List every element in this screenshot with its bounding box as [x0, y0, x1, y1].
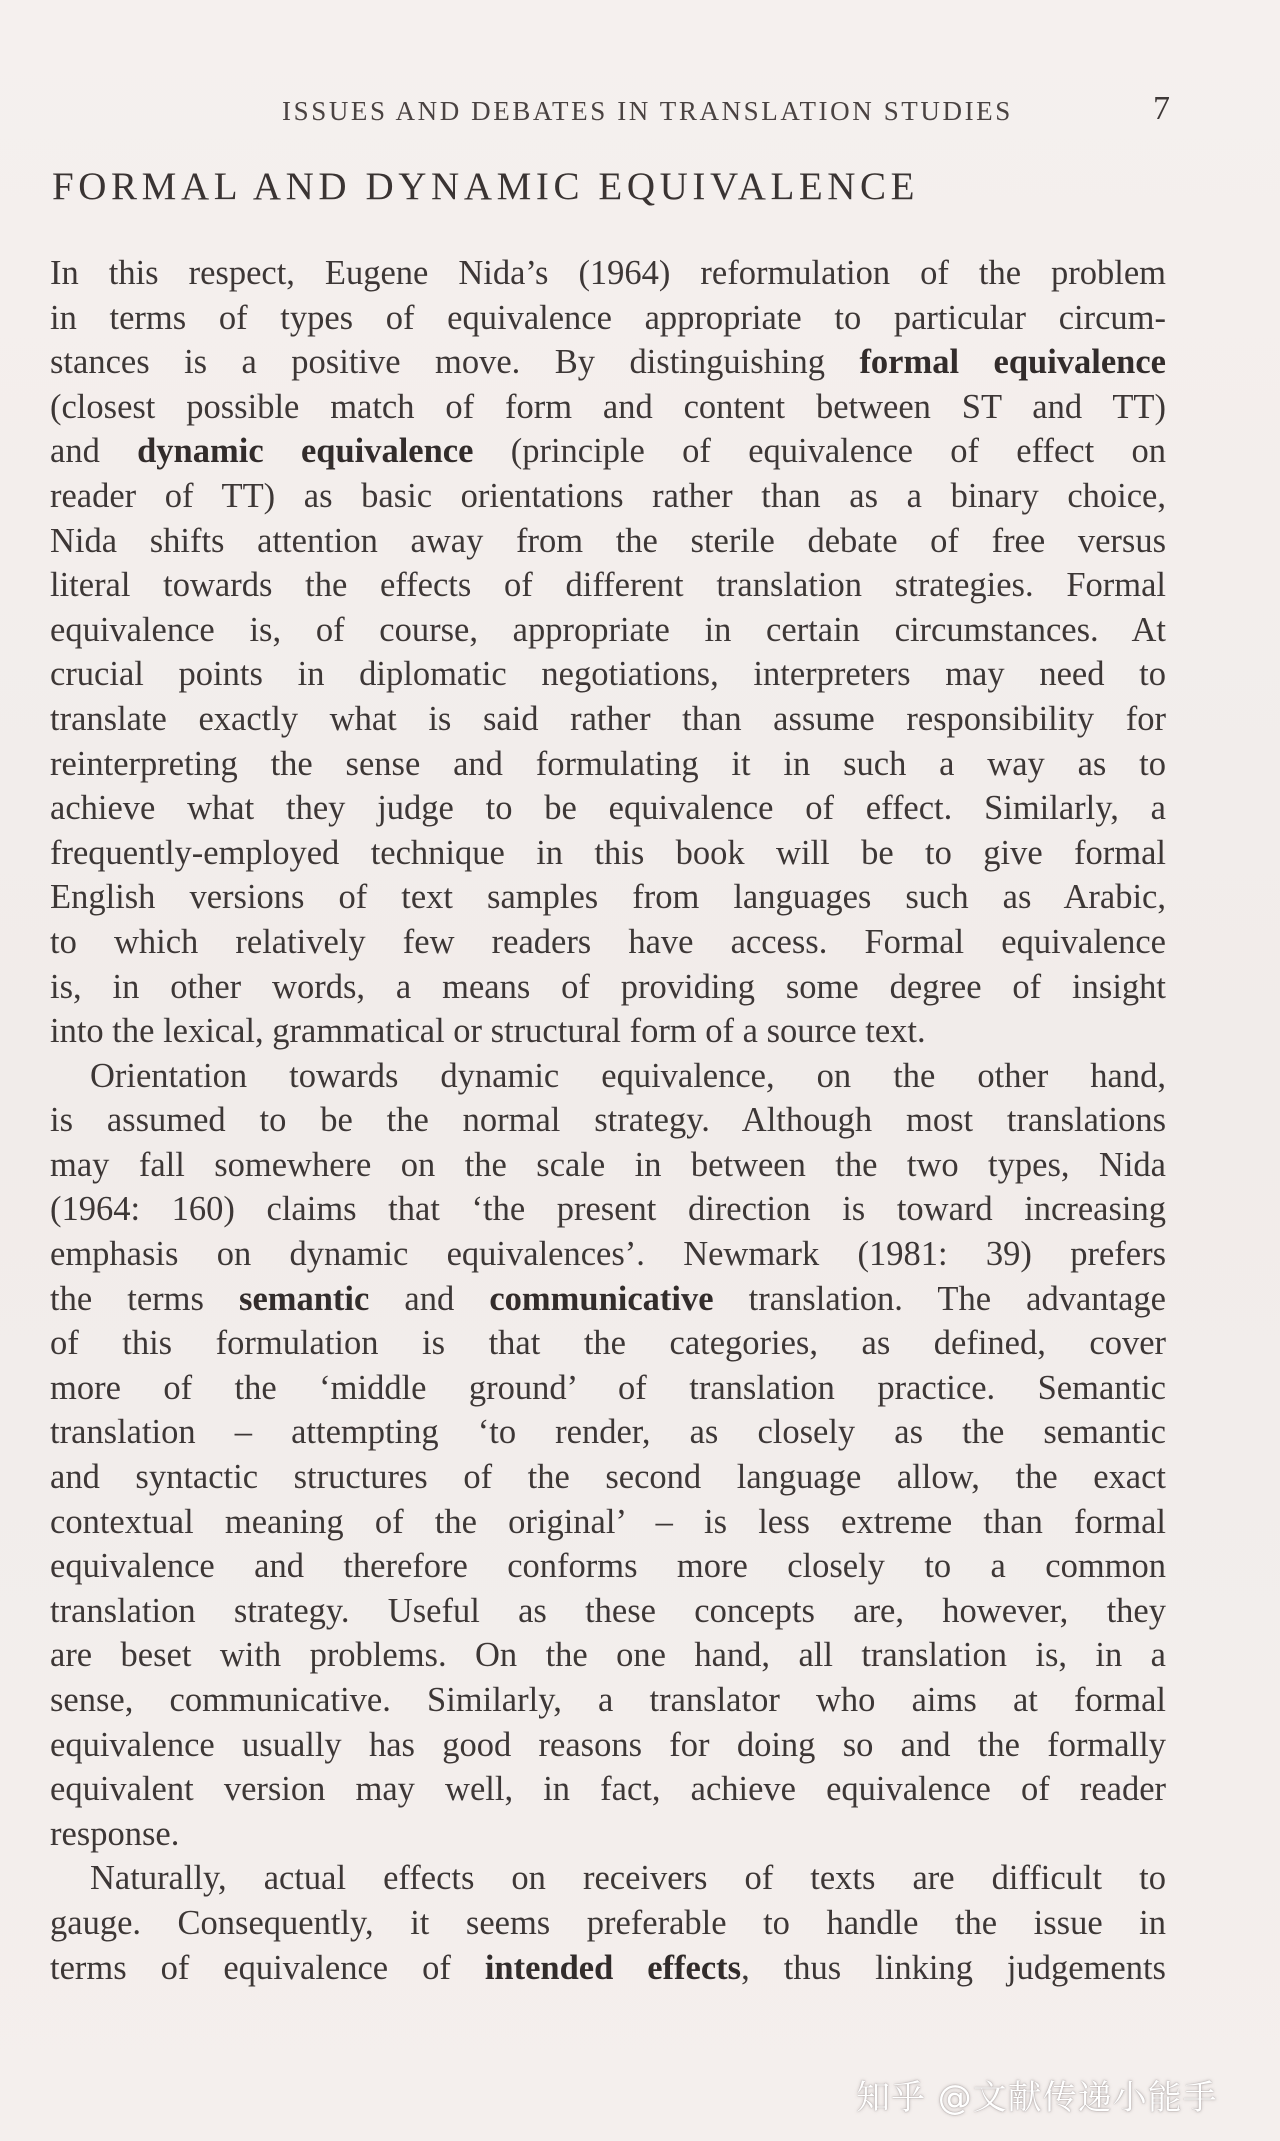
term-communicative: communicative	[489, 1279, 714, 1318]
text-line	[50, 1500, 1166, 1545]
text-line	[50, 1812, 1166, 1857]
text-run: is assumed to be the normal strategy. Although most translations	[50, 1101, 1166, 1140]
text-line	[50, 1901, 1166, 1946]
text-line	[50, 1366, 1166, 1411]
text-run: equivalence is, of course, appropriate in certain circumstances. At	[50, 610, 1166, 649]
text-run: into the lexical, grammatical or structural form of a source text.	[50, 1012, 926, 1051]
text-run: equivalence usually has good reasons for doing so and the formally	[50, 1725, 1166, 1764]
text-run: translate exactly what is said rather than assume responsibility for	[50, 699, 1166, 738]
term-semantic: semantic	[239, 1279, 370, 1318]
text-run: may fall somewhere on the scale in between the two types, Nida	[50, 1145, 1166, 1184]
term-dynamic-equivalence: dynamic equivalence	[137, 432, 474, 471]
text-run: emphasis on dynamic equivalences’. Newmark (1981: 39) prefers	[50, 1235, 1166, 1274]
text-line	[50, 1187, 1166, 1232]
text-run: to which relatively few readers have access. Formal equivalence	[50, 922, 1166, 961]
term-formal-equivalence: formal equivalence	[859, 343, 1166, 382]
text-run: and	[369, 1279, 490, 1318]
text-line	[50, 1410, 1166, 1455]
text-run: achieve what they judge to be equivalence of effect. Similarly, a	[50, 789, 1166, 828]
text-run: In this respect, Eugene Nida’s (1964) reformulation of the problem	[50, 254, 1166, 292]
text-line	[50, 296, 1166, 341]
text-line	[50, 563, 1166, 608]
text-run: of this formulation is that the categories, as defined, cover	[50, 1324, 1166, 1363]
text-run: Nida shifts attention away from the sterile debate of free versus	[50, 521, 1166, 560]
text-line	[50, 1143, 1166, 1188]
text-line	[50, 474, 1166, 519]
text-run: reader of TT) as basic orientations rather than as a binary choice,	[50, 476, 1166, 515]
text-run: contextual meaning of the original’ – is less extreme than formal	[50, 1502, 1166, 1541]
text-run: in terms of types of equivalence appropriate to particular circum-	[50, 298, 1166, 337]
text-line	[50, 1678, 1166, 1723]
text-run: translation – attempting ‘to render, as closely as the semantic	[50, 1413, 1166, 1452]
text-line	[50, 608, 1166, 653]
text-line	[50, 340, 1166, 385]
text-line	[50, 385, 1166, 430]
text-run: crucial points in diplomatic negotiations, interpreters may need to	[50, 655, 1166, 694]
section-title: FORMAL AND DYNAMIC EQUIVALENCE	[52, 165, 920, 208]
text-line	[50, 786, 1166, 831]
text-line	[50, 1723, 1166, 1768]
text-line	[50, 1767, 1166, 1812]
text-run: (1964: 160) claims that ‘the present direction is toward increasing	[50, 1190, 1166, 1229]
text-run: terms of equivalence of	[50, 1948, 485, 1987]
text-run: (principle of equivalence of effect on	[473, 432, 1166, 471]
text-run: English versions of text samples from languages such as Arabic,	[50, 878, 1166, 917]
text-line	[50, 429, 1166, 474]
text-run: sense, communicative. Similarly, a translator who aims at formal	[50, 1681, 1166, 1719]
text-run: gauge. Consequently, it seems preferable to handle the issue in	[50, 1903, 1166, 1942]
text-line	[50, 652, 1166, 697]
text-run: and syntactic structures of the second language allow, the exact	[50, 1458, 1166, 1497]
text-run: (closest possible match of form and content between ST and TT)	[50, 387, 1166, 426]
text-run: frequently-employed technique in this book will be to give formal	[50, 833, 1166, 872]
text-run: more of the ‘middle ground’ of translation practice. Semantic	[50, 1368, 1166, 1407]
text-run: and	[50, 432, 138, 471]
body-text	[50, 251, 1166, 1990]
text-line	[50, 251, 1166, 296]
text-line	[50, 1232, 1166, 1277]
text-line	[50, 1054, 1166, 1099]
text-line	[50, 875, 1166, 920]
text-run: literal towards the effects of different translation strategies. Formal	[50, 566, 1166, 605]
text-line	[50, 1277, 1166, 1322]
text-run: reinterpreting the sense and formulating it in such a way as to	[50, 744, 1166, 783]
text-run: translation strategy. Useful as these concepts are, however, they	[50, 1591, 1166, 1630]
text-line	[50, 1009, 1166, 1054]
text-line	[50, 1856, 1166, 1901]
page-number: 7	[1153, 90, 1170, 127]
text-run: are beset with problems. On the one hand, all translation is, in a	[50, 1636, 1166, 1675]
text-run: equivalent version may well, in fact, achieve equivalence of reader	[50, 1770, 1166, 1809]
text-line	[50, 1544, 1166, 1589]
text-line	[50, 1946, 1166, 1991]
text-run: Orientation towards dynamic equivalence, on the other hand,	[90, 1056, 1166, 1095]
text-line	[50, 1321, 1166, 1366]
text-line	[50, 831, 1166, 876]
running-head: ISSUES AND DEBATES IN TRANSLATION STUDIES	[282, 96, 1013, 126]
text-run: is, in other words, a means of providing some degree of insight	[50, 967, 1166, 1006]
text-line	[50, 742, 1166, 787]
text-line	[50, 1455, 1166, 1500]
text-run: Naturally, actual effects on receivers of texts are difficult to	[90, 1859, 1166, 1898]
text-line	[50, 1589, 1166, 1634]
text-line	[50, 519, 1166, 564]
text-line	[50, 1633, 1166, 1678]
text-line	[50, 920, 1166, 965]
text-line	[50, 697, 1166, 742]
text-run: the terms	[50, 1279, 240, 1318]
term-intended-effects: intended effects	[484, 1948, 742, 1987]
text-run: translation. The advantage	[713, 1279, 1166, 1318]
text-run: , thus linking judgements	[741, 1948, 1166, 1987]
text-run: equivalence and therefore conforms more closely to a common	[50, 1547, 1166, 1586]
text-run: response.	[50, 1814, 180, 1853]
watermark: 知乎 @文献传递小能手	[856, 2078, 1218, 2118]
text-line	[50, 1098, 1166, 1143]
text-line	[50, 965, 1166, 1010]
text-run: stances is a positive move. By distinguishing	[50, 343, 860, 382]
